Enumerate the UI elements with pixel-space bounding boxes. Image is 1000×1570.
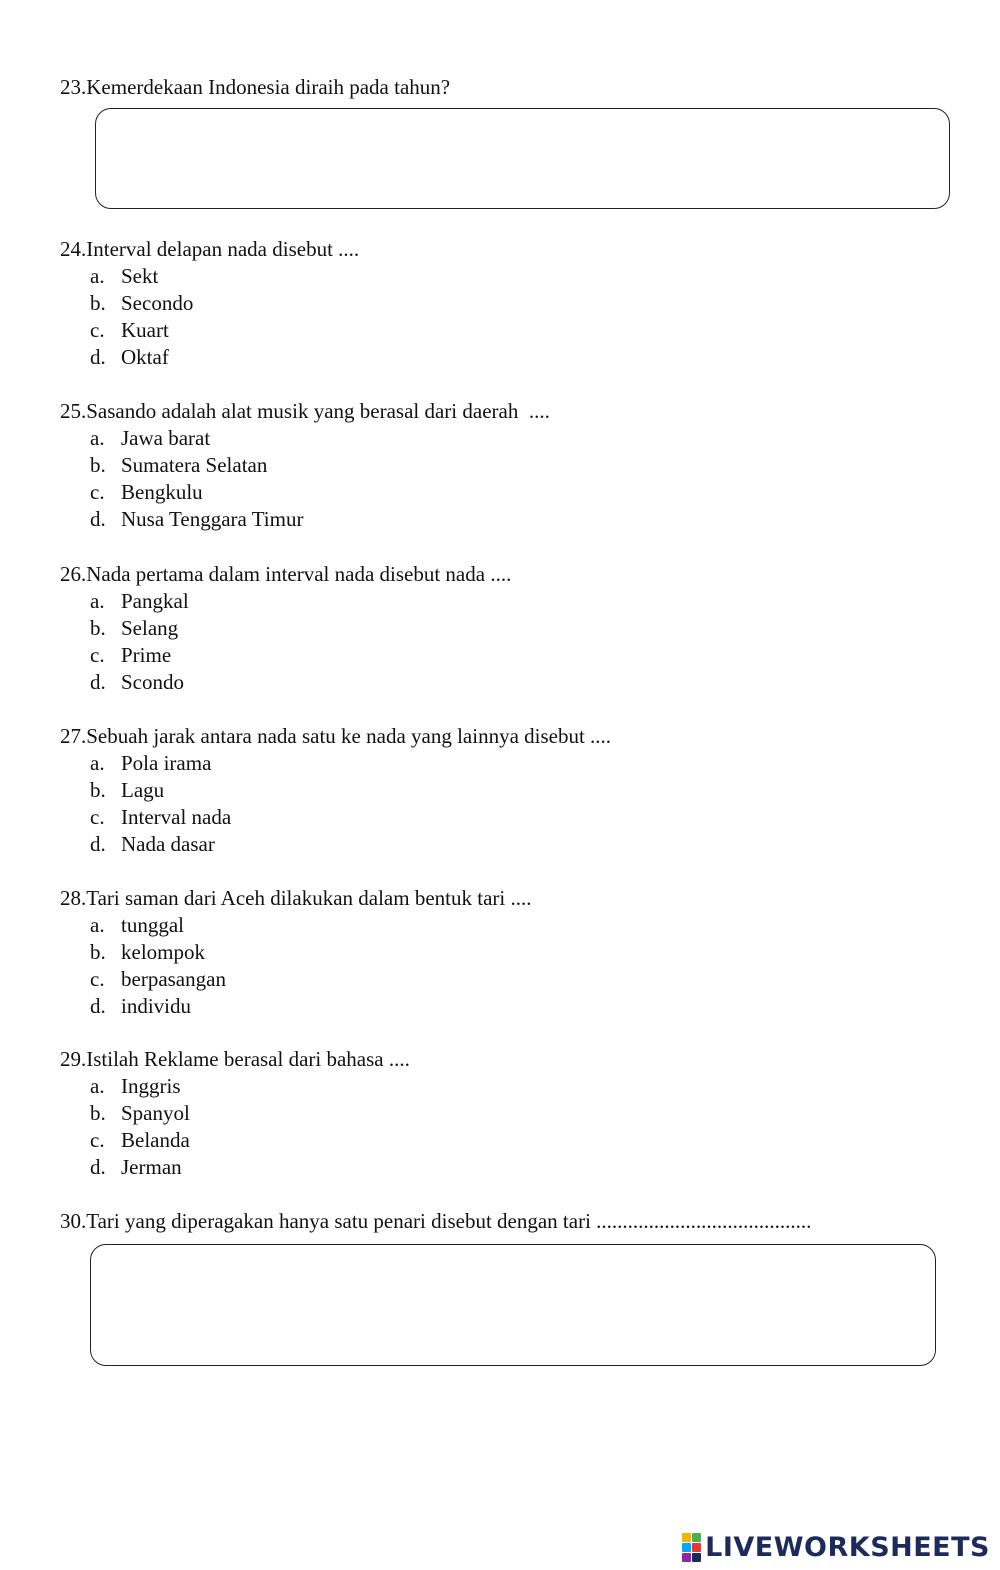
option-text: Jawa barat bbox=[121, 426, 211, 450]
option-text: Bengkulu bbox=[121, 480, 203, 504]
option-text: Secondo bbox=[121, 291, 194, 315]
option-text: individu bbox=[121, 994, 192, 1018]
question-25 bbox=[60, 398, 550, 533]
question-text: 29.Istilah Reklame berasal dari bahasa .... bbox=[60, 1047, 410, 1071]
question-text: 26.Nada pertama dalam interval nada disebut nada .... bbox=[60, 562, 512, 586]
option-b[interactable] bbox=[60, 939, 531, 966]
option-c[interactable] bbox=[60, 804, 611, 831]
option-a[interactable] bbox=[60, 750, 611, 777]
question-text: 28.Tari saman dari Aceh dilakukan dalam bentuk tari .... bbox=[60, 886, 532, 910]
options-list bbox=[60, 263, 359, 371]
option-text: Sekt bbox=[121, 264, 159, 288]
option-letter: c. bbox=[90, 480, 105, 504]
question-text: 27.Sebuah jarak antara nada satu ke nada yang lainnya disebut .... bbox=[60, 724, 612, 748]
option-text: Interval nada bbox=[121, 805, 232, 829]
option-letter: d. bbox=[90, 994, 106, 1018]
option-letter: a. bbox=[90, 426, 105, 450]
option-letter: d. bbox=[90, 507, 106, 531]
option-a[interactable] bbox=[60, 425, 550, 452]
option-letter: c. bbox=[90, 318, 105, 342]
option-text: Pangkal bbox=[121, 589, 189, 613]
option-letter: d. bbox=[90, 345, 106, 369]
option-letter: a. bbox=[90, 751, 105, 775]
question-29 bbox=[60, 1046, 410, 1181]
option-d[interactable] bbox=[60, 506, 550, 533]
option-letter: a. bbox=[90, 1074, 105, 1098]
option-text: Pola irama bbox=[121, 751, 212, 775]
question-28 bbox=[60, 885, 531, 1020]
option-a[interactable] bbox=[60, 263, 359, 290]
option-d[interactable] bbox=[60, 669, 511, 696]
option-text: Selang bbox=[121, 616, 179, 640]
answer-box-30[interactable] bbox=[90, 1244, 936, 1366]
option-text: Scondo bbox=[121, 670, 184, 694]
logo-text: LIVEWORKSHEETS bbox=[705, 1531, 990, 1563]
option-text: Spanyol bbox=[121, 1101, 190, 1125]
option-c[interactable] bbox=[60, 317, 359, 344]
options-list bbox=[60, 750, 611, 858]
option-text: berpasangan bbox=[121, 967, 226, 991]
option-d[interactable] bbox=[60, 1154, 410, 1181]
option-letter: c. bbox=[90, 1128, 105, 1152]
option-a[interactable] bbox=[60, 1073, 410, 1100]
option-b[interactable] bbox=[60, 1100, 410, 1127]
option-b[interactable] bbox=[60, 452, 550, 479]
question-23 bbox=[60, 74, 450, 101]
options-list bbox=[60, 425, 550, 533]
option-text: tunggal bbox=[121, 913, 184, 937]
option-letter: d. bbox=[90, 1155, 106, 1179]
liveworksheets-logo bbox=[682, 1532, 990, 1562]
answer-box-23[interactable] bbox=[95, 108, 950, 209]
option-b[interactable] bbox=[60, 615, 511, 642]
option-d[interactable] bbox=[60, 831, 611, 858]
option-text: Inggris bbox=[121, 1074, 181, 1098]
option-letter: b. bbox=[90, 940, 106, 964]
option-text: Prime bbox=[121, 643, 172, 667]
option-d[interactable] bbox=[60, 344, 359, 371]
option-text: Oktaf bbox=[121, 345, 169, 369]
question-27 bbox=[60, 723, 611, 858]
option-letter: d. bbox=[90, 832, 106, 856]
liveworksheets-logo-icon bbox=[682, 1533, 701, 1562]
option-text: Kuart bbox=[121, 318, 169, 342]
question-text: 23.Kemerdekaan Indonesia diraih pada tahun? bbox=[60, 75, 451, 99]
option-letter: c. bbox=[90, 967, 105, 991]
option-letter: b. bbox=[90, 453, 106, 477]
option-letter: a. bbox=[90, 264, 105, 288]
question-30 bbox=[60, 1208, 811, 1235]
question-24 bbox=[60, 236, 359, 371]
option-b[interactable] bbox=[60, 290, 359, 317]
options-list bbox=[60, 1073, 410, 1181]
option-text: Jerman bbox=[121, 1155, 182, 1179]
option-a[interactable] bbox=[60, 912, 531, 939]
question-text: 25.Sasando adalah alat musik yang berasal dari daerah .... bbox=[60, 399, 550, 423]
option-letter: c. bbox=[90, 805, 105, 829]
option-text: kelompok bbox=[121, 940, 205, 964]
option-text: Lagu bbox=[121, 778, 165, 802]
option-text: Belanda bbox=[121, 1128, 190, 1152]
option-c[interactable] bbox=[60, 1127, 410, 1154]
option-c[interactable] bbox=[60, 642, 511, 669]
option-text: Nusa Tenggara Timur bbox=[121, 507, 304, 531]
option-letter: c. bbox=[90, 643, 105, 667]
option-letter: a. bbox=[90, 913, 105, 937]
option-letter: b. bbox=[90, 1101, 106, 1125]
option-text: Nada dasar bbox=[121, 832, 215, 856]
option-c[interactable] bbox=[60, 966, 531, 993]
options-list bbox=[60, 912, 531, 1020]
question-text: 24.Interval delapan nada disebut .... bbox=[60, 237, 360, 261]
option-letter: d. bbox=[90, 670, 106, 694]
option-letter: a. bbox=[90, 589, 105, 613]
option-letter: b. bbox=[90, 616, 106, 640]
option-text: Sumatera Selatan bbox=[121, 453, 268, 477]
option-a[interactable] bbox=[60, 588, 511, 615]
option-b[interactable] bbox=[60, 777, 611, 804]
options-list bbox=[60, 588, 511, 696]
option-letter: b. bbox=[90, 778, 106, 802]
option-letter: b. bbox=[90, 291, 106, 315]
option-c[interactable] bbox=[60, 479, 550, 506]
question-26 bbox=[60, 561, 511, 696]
question-text: 30.Tari yang diperagakan hanya satu penari disebut dengan tari ......................................... bbox=[60, 1209, 812, 1233]
option-d[interactable] bbox=[60, 993, 531, 1020]
